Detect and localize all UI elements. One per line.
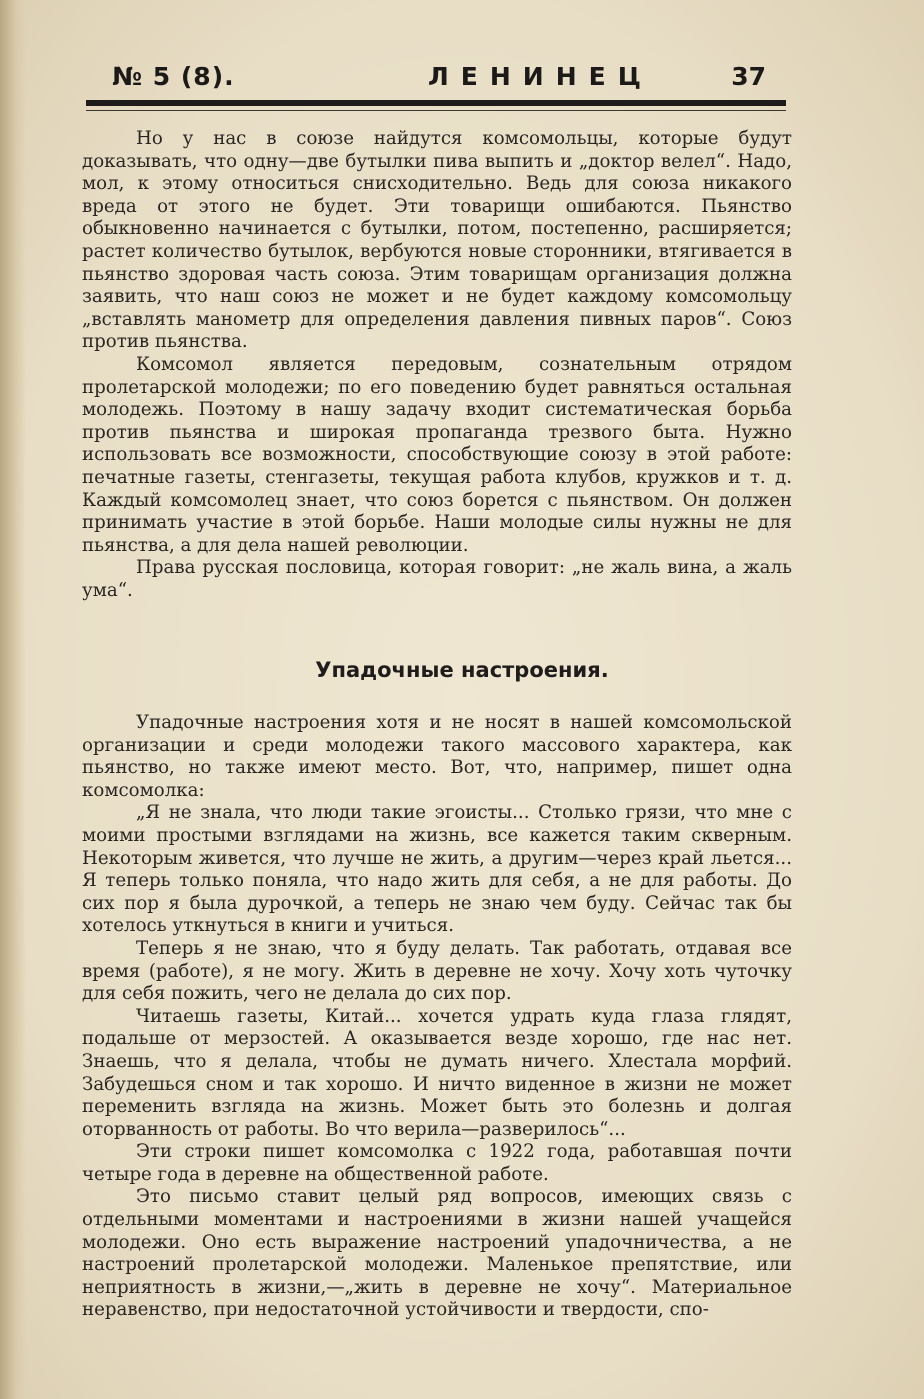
page-binding-shadow (0, 0, 26, 1399)
paragraph: Упадочные настроения хотя и не носят в нашей комсомольской организации и среди молодежи такого массового характера, как пьянство, но также имеют место. Вот, что, например, пишет одна комсомолка: (82, 712, 792, 801)
paragraph: Но у нас в союзе найдутся комсомольцы, которые будут доказывать, что одну—две бутылки пива выпить и „доктор велел“. Надо, мол, к этому относиться снисходительно. Ведь для союза никакого вреда от этого не будет. Эти товарищи ошибаются. Пьянство обыкновенно начинается с бутылки, потом, постепенно, расширяется; растет количество бутылок, вербуются новые сторонники, втягивается в пьянство здоровая часть союза. Этим товарищам организация должна заявить, что наш союз не может и не будет каждому комсомольцу „вставлять манометр для определения давления пивных паров“. Союз против пьянства. (82, 128, 792, 353)
header-rule-thin (86, 110, 786, 111)
paragraph: Права русская пословица, которая говорит: „не жаль вина, а жаль ума“. (82, 557, 792, 601)
issue-number: № 5 (8). (112, 62, 235, 91)
header-rule-thick (86, 100, 786, 106)
letter-quote-paragraph: Читаешь газеты, Китай... хочется удрать куда глаза глядят, подальше от мерзостей. А оказывается везде хорошо, где нас нет. Знаешь, что я делала, чтобы не думать ничего. Хлестала морфий. Забудешься сном и так хорошо. И ничто виденное в жизни не может переменить взгляда на жизнь. Может быть это болезнь и долгая оторванность от работы. Во что верила—разверилось“... (82, 1005, 792, 1140)
section-heading: Упадочные настроения. (315, 658, 609, 682)
journal-title: ЛЕНИНЕЦ (428, 62, 653, 91)
running-header (112, 62, 788, 96)
paragraph: Эти строки пишет комсомолка с 1922 года, работавшая почти четыре года в деревне на общественной работе. (82, 1141, 792, 1185)
paragraph: Это письмо ставит целый ряд вопросов, имеющих связь с отдельными моментами и настроениями в жизни нашей учащейся молодежи. Оно есть выражение настроений упадочничества, а не настроений пролетарской молодежи. Маленькое препятствие, или неприятность в жизни,—„жить в деревне не хочу“. Материальное неравенство, при недостаточной устойчивости и твердости, спо- (82, 1186, 792, 1321)
section-decadent-moods-text (82, 712, 792, 1322)
letter-quote-paragraph: „Я не знала, что люди такие эгоисты... Столько грязи, что мне с моими простыми взглядами на жизнь, все кажется таким скверным. Некоторым живется, что лучше не жить, а другим—через край льется... Я теперь только поняла, что надо жить для себя, а не для работы. До сих пор я была дурочкой, а теперь не знаю чем буду. Сейчас так бы хотелось уткнуться в книги и учиться. (82, 802, 792, 937)
page-number: 37 (731, 62, 766, 91)
letter-quote-paragraph: Теперь я не знаю, что я буду делать. Так работать, отдавая все время (работе), я не могу. Жить в деревне не хочу. Хочу хоть чуточку для себя пожить, чего не делала до сих пор. (82, 937, 792, 1005)
paragraph: Комсомол является передовым, сознательным отрядом пролетарской молодежи; по его поведению будет равняться остальная молодежь. Поэтому в нашу задачу входит систематическая борьба против пьянства и широкая пропаганда трезвого быта. Нужно использовать все возможности, способствующие союзу в этой работе: печатные газеты, стенгазеты, текущая работа клубов, кружков и т. д. Каждый комсомолец знает, что союз борется с пьянством. Он должен принимать участие в этой борьбе. Наши молодые силы нужны не для пьянства, а для дела нашей революции. (82, 353, 792, 556)
section-drunkenness-text (82, 128, 792, 602)
